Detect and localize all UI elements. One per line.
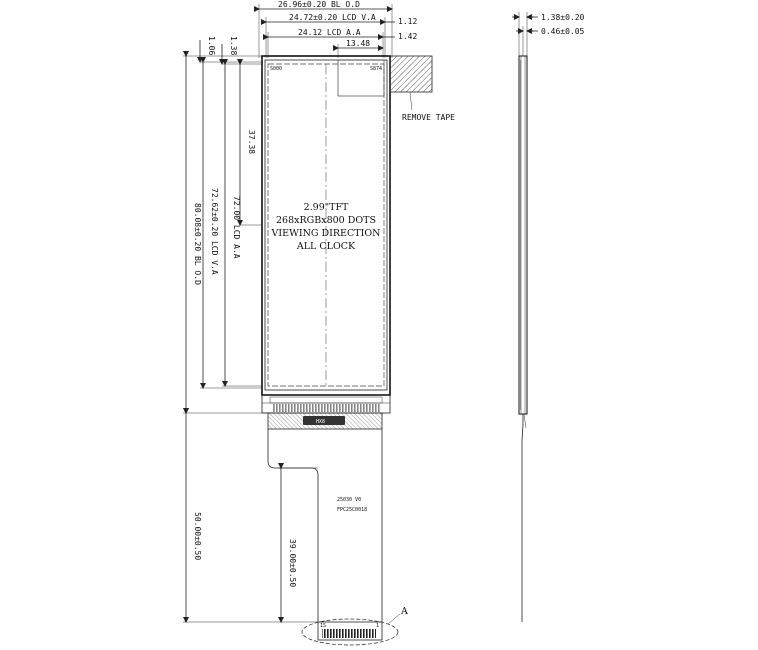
- remove-tape: [390, 56, 455, 122]
- side-thickness-label: 1.38±0.20: [541, 13, 585, 22]
- lcd-aa-width-label: 24.12 LCD A.A: [298, 28, 361, 37]
- lcd-aa-height-label: 72.00 LCD A.A: [232, 196, 241, 259]
- viewing-direction-text: VIEWING DIRECTION: [271, 228, 381, 239]
- detail-marker-a: A: [401, 606, 408, 617]
- fpc-code-2: FPC25C0018: [337, 507, 368, 513]
- lcd-va-height-label: 72.62±0.20 LCD V.A: [210, 188, 219, 275]
- offset-aa-top-label: 1.38: [229, 36, 238, 56]
- bl-od-height-label: 80.08±0.20 BL O.D: [193, 203, 202, 285]
- side-fpc-label: 0.46±0.05: [541, 27, 585, 36]
- left-dimensions: [183, 36, 318, 622]
- panel-size-text: 2.99"TFT: [303, 202, 349, 213]
- pin-label-right: 1: [376, 623, 380, 629]
- fpc-code-1: 25030 V0: [337, 497, 362, 503]
- top-dimensions: [259, 0, 417, 58]
- fpc-total-label: 50.00±0.50: [193, 512, 202, 561]
- lcd-va-width-label: 24.72±0.20 LCD V.A: [289, 13, 376, 22]
- corner-label-right: S874: [370, 66, 383, 72]
- fpc-cable: [268, 413, 408, 645]
- fpc-partial-label: 39.00±0.50: [288, 539, 297, 588]
- ic-label: HX8: [316, 419, 326, 425]
- side-view: [512, 12, 585, 622]
- offset-aa-right-label: 1.42: [398, 32, 418, 41]
- panel-resolution-text: 268xRGBx800 DOTS: [276, 215, 376, 226]
- bl-od-width-label: 26.96±0.20 BL O.D: [278, 0, 360, 9]
- offset-va-right-label: 1.12: [398, 17, 418, 26]
- corner-label-left: S000: [270, 66, 283, 72]
- cutout-width-label: 13.48: [346, 39, 371, 48]
- all-clock-text: ALL CLOCK: [296, 241, 356, 252]
- lcd-module: [262, 56, 390, 413]
- remove-tape-label: REMOVE TAPE: [402, 113, 455, 122]
- offset-va-top-label: 1.06: [207, 36, 216, 56]
- pin-label-left: 1S: [320, 623, 327, 629]
- cutout-height-label: 37.38: [247, 130, 256, 155]
